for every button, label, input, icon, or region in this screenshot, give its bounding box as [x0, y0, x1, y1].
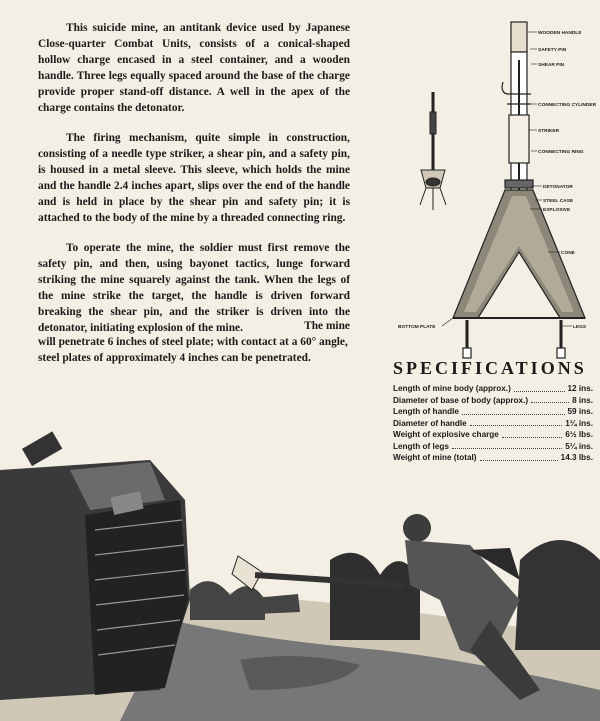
spec-value: 59 ins. — [567, 407, 593, 416]
spec-row — [393, 452, 593, 464]
spec-value: 14.3 lbs. — [560, 453, 593, 462]
spec-label: Weight of mine (total) — [393, 453, 477, 462]
spec-value: 5¼ ins. — [565, 441, 593, 451]
specifications-panel — [393, 358, 593, 464]
label-shear-pin: SHEAR PIN — [538, 63, 565, 68]
spec-row — [393, 383, 593, 395]
spec-value: 1¼ ins. — [565, 418, 593, 428]
spec-row — [393, 406, 593, 418]
specifications-title: SPECIFICATIONS — [393, 358, 587, 378]
main-mine-cross-section — [453, 22, 585, 358]
penetration-line-1: The mine — [304, 320, 350, 332]
spec-row — [393, 395, 593, 407]
spec-row — [393, 418, 593, 430]
specifications-list — [393, 383, 593, 464]
battle-illustration — [0, 431, 600, 721]
label-connecting-cylinder: CONNECTING CYLINDER — [538, 103, 597, 108]
label-safety-pin: SAFETY PIN — [538, 48, 567, 53]
spec-label: Diameter of base of body (approx.) — [393, 395, 529, 405]
spec-value: 6½ lbs. — [565, 430, 593, 439]
spec-label: Length of handle — [393, 407, 459, 416]
spec-label: Weight of explosive charge — [393, 430, 499, 439]
label-steel-case: STEEL CASE — [543, 199, 574, 204]
small-mine-illustration — [420, 92, 446, 210]
spec-row — [393, 429, 593, 441]
spec-value: 8 ins. — [572, 395, 593, 405]
label-detonator: DETONATOR — [543, 185, 573, 190]
tank-illustration — [0, 431, 190, 700]
spec-row — [393, 441, 593, 453]
spec-value: 12 ins. — [567, 384, 593, 393]
penetration-line-rest: will penetrate 6 inches of steel plate; with contact at a 60° angle, steel plates of approximately 4 inches can be penetrated. — [38, 336, 348, 364]
spec-label: Diameter of handle — [393, 418, 467, 428]
label-legs: LEGS — [573, 325, 587, 330]
paragraph-2: The firing mechanism, quite simple in construction, consisting of a needle type striker, a shear pin, and a safety pin, is housed in a metal sleeve. This sleeve, which holds the mine and the handle 2.4 inches apart, slips over the end of the handle and is held in place by the shear pin and safety pin; it is attached to the body of the mine by a threaded connecting ring. — [38, 132, 350, 224]
label-striker: STRIKER — [538, 129, 560, 134]
label-connecting-ring: CONNECTING RING — [538, 150, 584, 155]
lunge-mine-illustration — [232, 556, 405, 590]
spec-label: Length of legs — [393, 441, 449, 451]
label-bottom-plate: BOTTOM PLATE — [398, 325, 436, 330]
label-explosive: EXPLOSIVE — [543, 208, 571, 213]
label-cone: CONE — [561, 251, 575, 256]
paragraph-3: To operate the mine, the soldier must first remove the safety pin, and then, using bayonet tactics, lunge forward striking the mine squarely against the tank. When the legs of the mine strike the target, the handle is driven forward breaking the shear pin, and the striker is driven into the detonator, initiating explosion of the mine. — [38, 242, 350, 334]
label-wooden-handle: WOODEN HANDLE — [538, 31, 582, 36]
spec-label: Length of mine body (approx.) — [393, 384, 511, 393]
paragraph-1: This suicide mine, an antitank device used by Japanese Close-quarter Combat Units, consists of a conical-shaped hollow charge encased in a steel container, and a wooden handle. Three legs equally spaced around the base of the charge provide proper stand-off distance. A well in the apex of the charge contains the detonator. — [38, 22, 350, 114]
